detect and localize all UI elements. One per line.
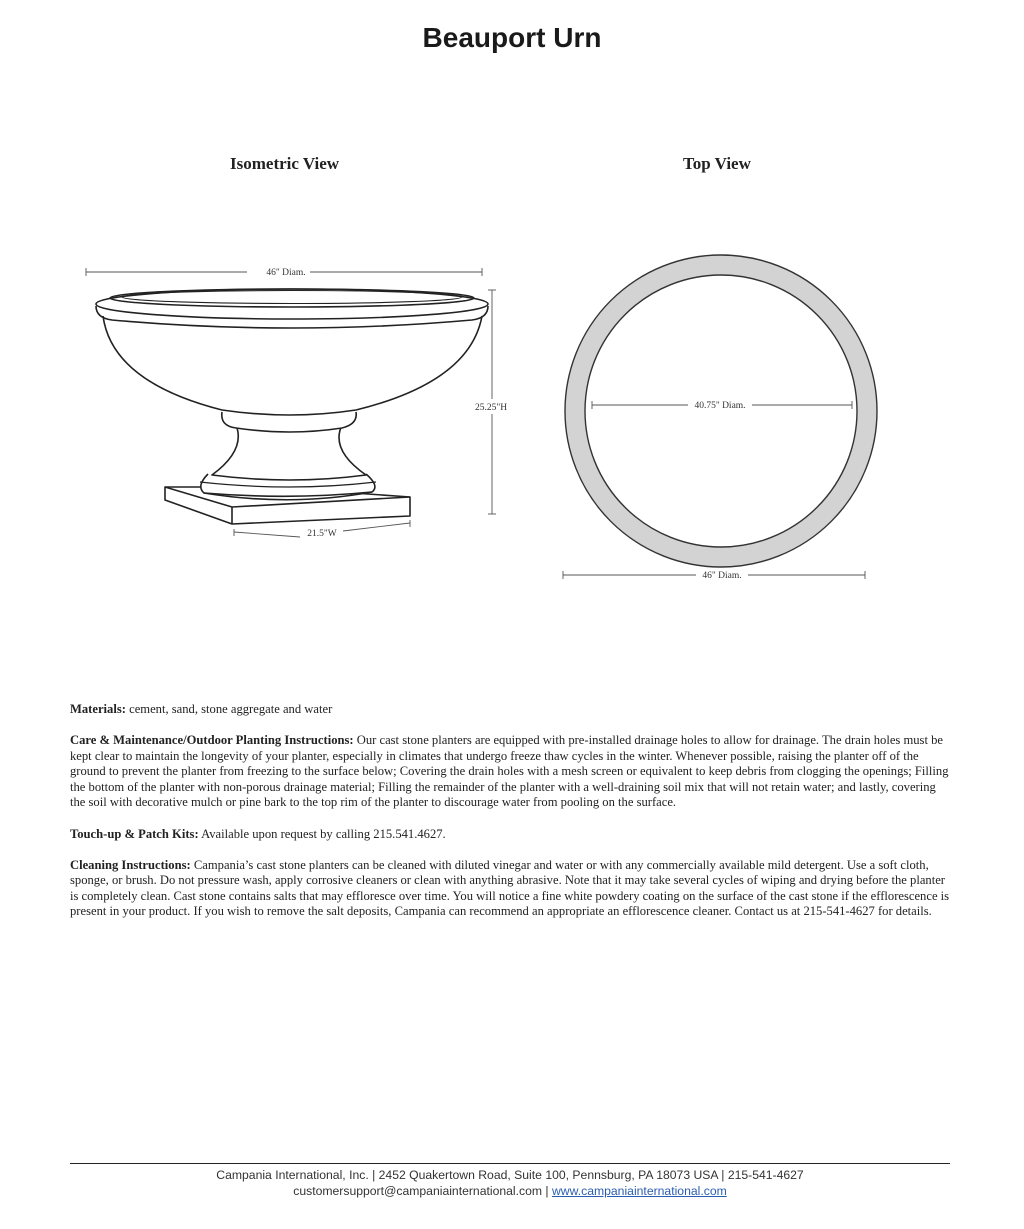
top-view-title: Top View [683, 154, 751, 173]
footer-address-line: Campania International, Inc. | 2452 Quakertown Road, Suite 100, Pennsburg, PA 18073 USA | 215-541-4627 [216, 1168, 804, 1182]
materials-paragraph [70, 702, 950, 718]
cleaning-text: Campania’s cast stone planters can be cleaned with diluted vinegar and water or with any commercially available mild detergent. Use a soft cloth, sponge, or brush. Do not pressure wash, apply corrosive cleaners or clean with anything abrasive. Note that it may take several cycles of wiping and drying before the planter is completely clean. Cast stone contains salts that may effloresce over time. You will notice a fine white powdery coating on the surface of the cast stone if the efflorescence is present in your product. If you wish to remove the salt deposits, Campania can recommend an appropriate an efflorescence cleaner. Contact us at 215-541-4627 for details. [70, 857, 950, 919]
care-text: Our cast stone planters are equipped with pre-installed drainage holes to allow for drainage. The drain holes must be kept clear to maintain the longevity of your planter, especially in climates that undergo freeze thaw cycles in the winter. Whenever possible, raising the planter off of the ground to prevent the planter from freezing to the surface below; Covering the drain holes with a mesh screen or equivalent to keep debris from clogging the openings; Filling the bottom of the planter with non-porous drainage material; Filling the remainder of the planter with a well-draining soil mix that will not retain water; and lastly, covering the soil with decorative mulch or pine bark to the top rim of the planter to discourage water from pooling on the surface. [70, 733, 949, 810]
urn-bowl [103, 316, 482, 415]
footer-email: customersupport@campaniainternational.com | [293, 1183, 552, 1198]
cleaning-label: Cleaning Instructions: [70, 857, 191, 872]
care-paragraph [70, 733, 950, 811]
urn-isometric-drawing [96, 289, 488, 524]
iso-width-label: 21.5"W [307, 529, 337, 539]
urn-top-view-drawing [565, 255, 877, 567]
materials-text: cement, sand, stone aggregate and water [125, 702, 333, 716]
isometric-view-title: Isometric View [230, 154, 340, 173]
urn-pedestal [212, 425, 366, 480]
footer-contact-line [70, 1184, 950, 1200]
iso-height-label: 25.25"H [475, 403, 508, 413]
footer-divider [70, 1163, 950, 1164]
footer-website-link[interactable]: www.campaniainternational.com [551, 1183, 727, 1198]
touchup-label: Touch-up & Patch Kits: [70, 826, 199, 841]
care-label: Care & Maintenance/Outdoor Planting Instructions: [70, 733, 354, 748]
touchup-text: Available upon request by calling 215.541.4627. [198, 826, 446, 841]
top-inner-diameter-label: 40.75" Diam. [694, 401, 746, 411]
footer [70, 1168, 950, 1199]
iso-diameter-label: 46" Diam. [266, 268, 306, 278]
product-information [70, 702, 950, 936]
top-view-ring [575, 265, 867, 557]
top-outer-diameter-label: 46" Diam. [702, 571, 742, 581]
touchup-paragraph [70, 827, 950, 843]
cleaning-paragraph [70, 858, 950, 920]
materials-label: Materials: [70, 702, 126, 716]
document-title: Beauport Urn [422, 22, 602, 53]
